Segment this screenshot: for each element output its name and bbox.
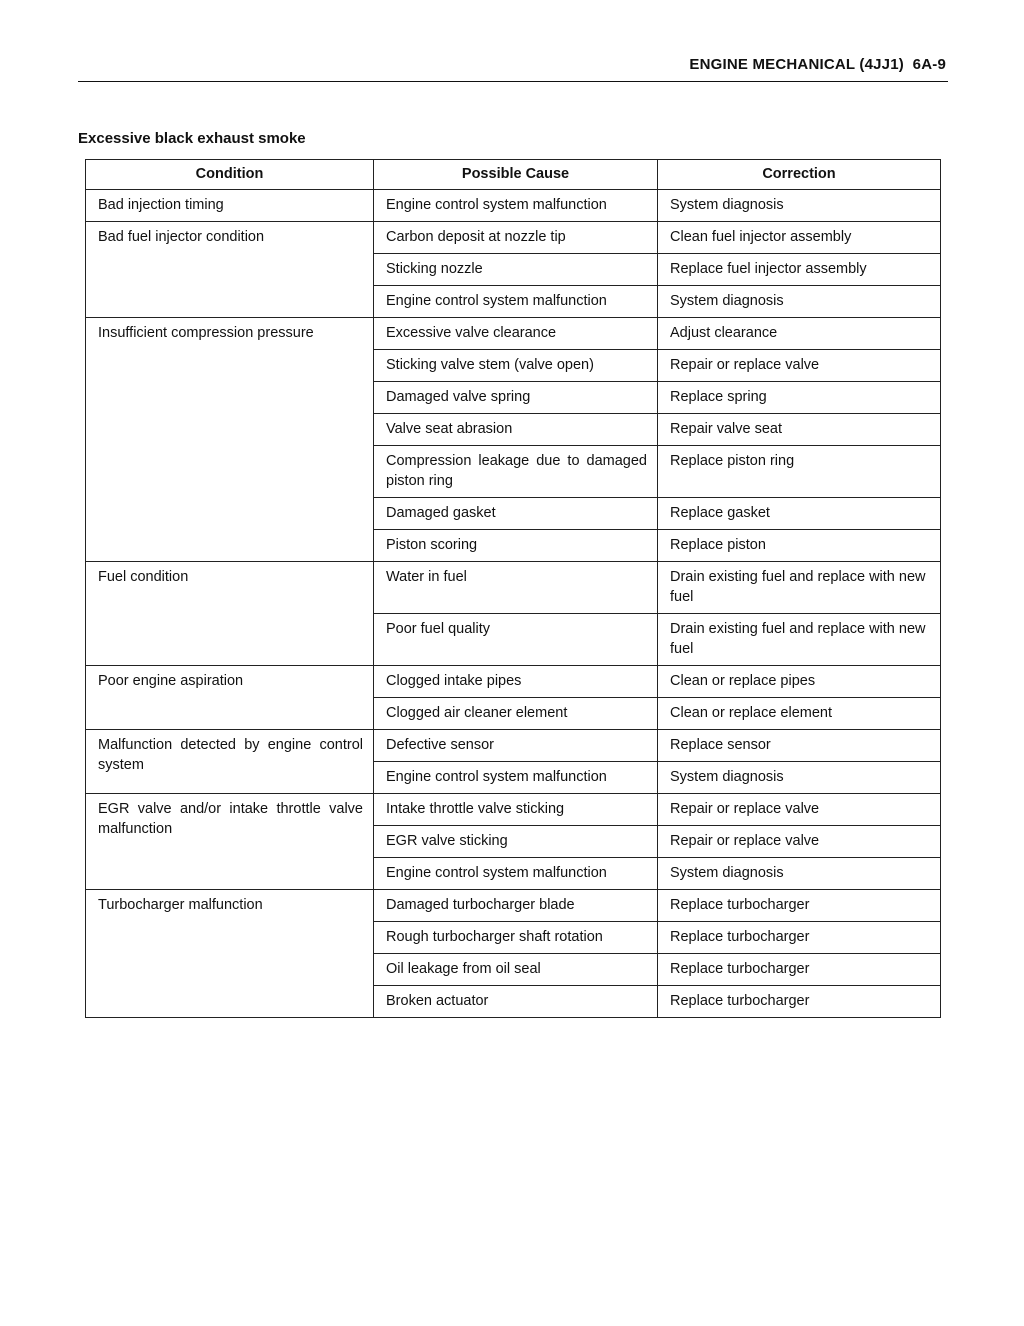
correction-cell: Drain existing fuel and replace with new fuel xyxy=(658,614,941,666)
table-row xyxy=(86,222,941,254)
correction-cell: Clean fuel injector assembly xyxy=(658,222,941,254)
section-title: Excessive black exhaust smoke xyxy=(78,130,306,147)
possible-cause-cell: Damaged gasket xyxy=(374,498,658,530)
correction-cell: Repair valve seat xyxy=(658,414,941,446)
possible-cause-cell: Defective sensor xyxy=(374,730,658,762)
correction-cell: Repair or replace valve xyxy=(658,794,941,826)
possible-cause-cell: Water in fuel xyxy=(374,562,658,614)
correction-cell: Repair or replace valve xyxy=(658,826,941,858)
table-row xyxy=(86,318,941,350)
possible-cause-cell: Poor fuel quality xyxy=(374,614,658,666)
table-row xyxy=(86,562,941,614)
possible-cause-cell: Rough turbocharger shaft rotation xyxy=(374,922,658,954)
correction-cell: Replace spring xyxy=(658,382,941,414)
possible-cause-cell: Sticking nozzle xyxy=(374,254,658,286)
correction-cell: Adjust clearance xyxy=(658,318,941,350)
table-row xyxy=(86,666,941,698)
correction-cell: Repair or replace valve xyxy=(658,350,941,382)
correction-cell: Replace gasket xyxy=(658,498,941,530)
possible-cause-cell: Engine control system malfunction xyxy=(374,762,658,794)
table-header-row xyxy=(86,160,941,190)
possible-cause-cell: Compression leakage due to damaged piston ring xyxy=(374,446,658,498)
correction-cell: Clean or replace pipes xyxy=(658,666,941,698)
correction-cell: Replace piston ring xyxy=(658,446,941,498)
possible-cause-cell: Engine control system malfunction xyxy=(374,858,658,890)
condition-cell: EGR valve and/or intake throttle valve malfunction xyxy=(86,794,374,890)
possible-cause-cell: EGR valve sticking xyxy=(374,826,658,858)
possible-cause-cell: Clogged intake pipes xyxy=(374,666,658,698)
column-header-correction: Correction xyxy=(658,160,941,190)
page-header-rule xyxy=(78,56,948,82)
possible-cause-cell: Sticking valve stem (valve open) xyxy=(374,350,658,382)
table-row xyxy=(86,794,941,826)
possible-cause-cell: Engine control system malfunction xyxy=(374,190,658,222)
correction-cell: Clean or replace element xyxy=(658,698,941,730)
possible-cause-cell: Damaged turbocharger blade xyxy=(374,890,658,922)
correction-cell: Replace turbocharger xyxy=(658,986,941,1018)
condition-cell: Fuel condition xyxy=(86,562,374,666)
column-header-possible-cause: Possible Cause xyxy=(374,160,658,190)
condition-cell: Bad injection timing xyxy=(86,190,374,222)
correction-cell: System diagnosis xyxy=(658,286,941,318)
possible-cause-cell: Intake throttle valve sticking xyxy=(374,794,658,826)
troubleshooting-table xyxy=(85,159,941,1018)
condition-cell: Insufficient compression pressure xyxy=(86,318,374,562)
possible-cause-cell: Engine control system malfunction xyxy=(374,286,658,318)
correction-cell: Replace piston xyxy=(658,530,941,562)
correction-cell: Replace sensor xyxy=(658,730,941,762)
possible-cause-cell: Broken actuator xyxy=(374,986,658,1018)
condition-cell: Bad fuel injector condition xyxy=(86,222,374,318)
correction-cell: Replace turbocharger xyxy=(658,922,941,954)
table-row xyxy=(86,890,941,922)
condition-cell: Turbocharger malfunction xyxy=(86,890,374,1018)
table-row xyxy=(86,730,941,762)
possible-cause-cell: Damaged valve spring xyxy=(374,382,658,414)
condition-cell: Poor engine aspiration xyxy=(86,666,374,730)
correction-cell: System diagnosis xyxy=(658,762,941,794)
possible-cause-cell: Valve seat abrasion xyxy=(374,414,658,446)
possible-cause-cell: Carbon deposit at nozzle tip xyxy=(374,222,658,254)
correction-cell: System diagnosis xyxy=(658,858,941,890)
correction-cell: Replace turbocharger xyxy=(658,890,941,922)
possible-cause-cell: Piston scoring xyxy=(374,530,658,562)
page-header-text: ENGINE MECHANICAL (4JJ1) 6A-9 xyxy=(689,56,946,73)
possible-cause-cell: Excessive valve clearance xyxy=(374,318,658,350)
condition-cell: Malfunction detected by engine control system xyxy=(86,730,374,794)
table-row xyxy=(86,190,941,222)
possible-cause-cell: Clogged air cleaner element xyxy=(374,698,658,730)
correction-cell: System diagnosis xyxy=(658,190,941,222)
possible-cause-cell: Oil leakage from oil seal xyxy=(374,954,658,986)
correction-cell: Replace turbocharger xyxy=(658,954,941,986)
correction-cell: Replace fuel injector assembly xyxy=(658,254,941,286)
correction-cell: Drain existing fuel and replace with new fuel xyxy=(658,562,941,614)
column-header-condition: Condition xyxy=(86,160,374,190)
